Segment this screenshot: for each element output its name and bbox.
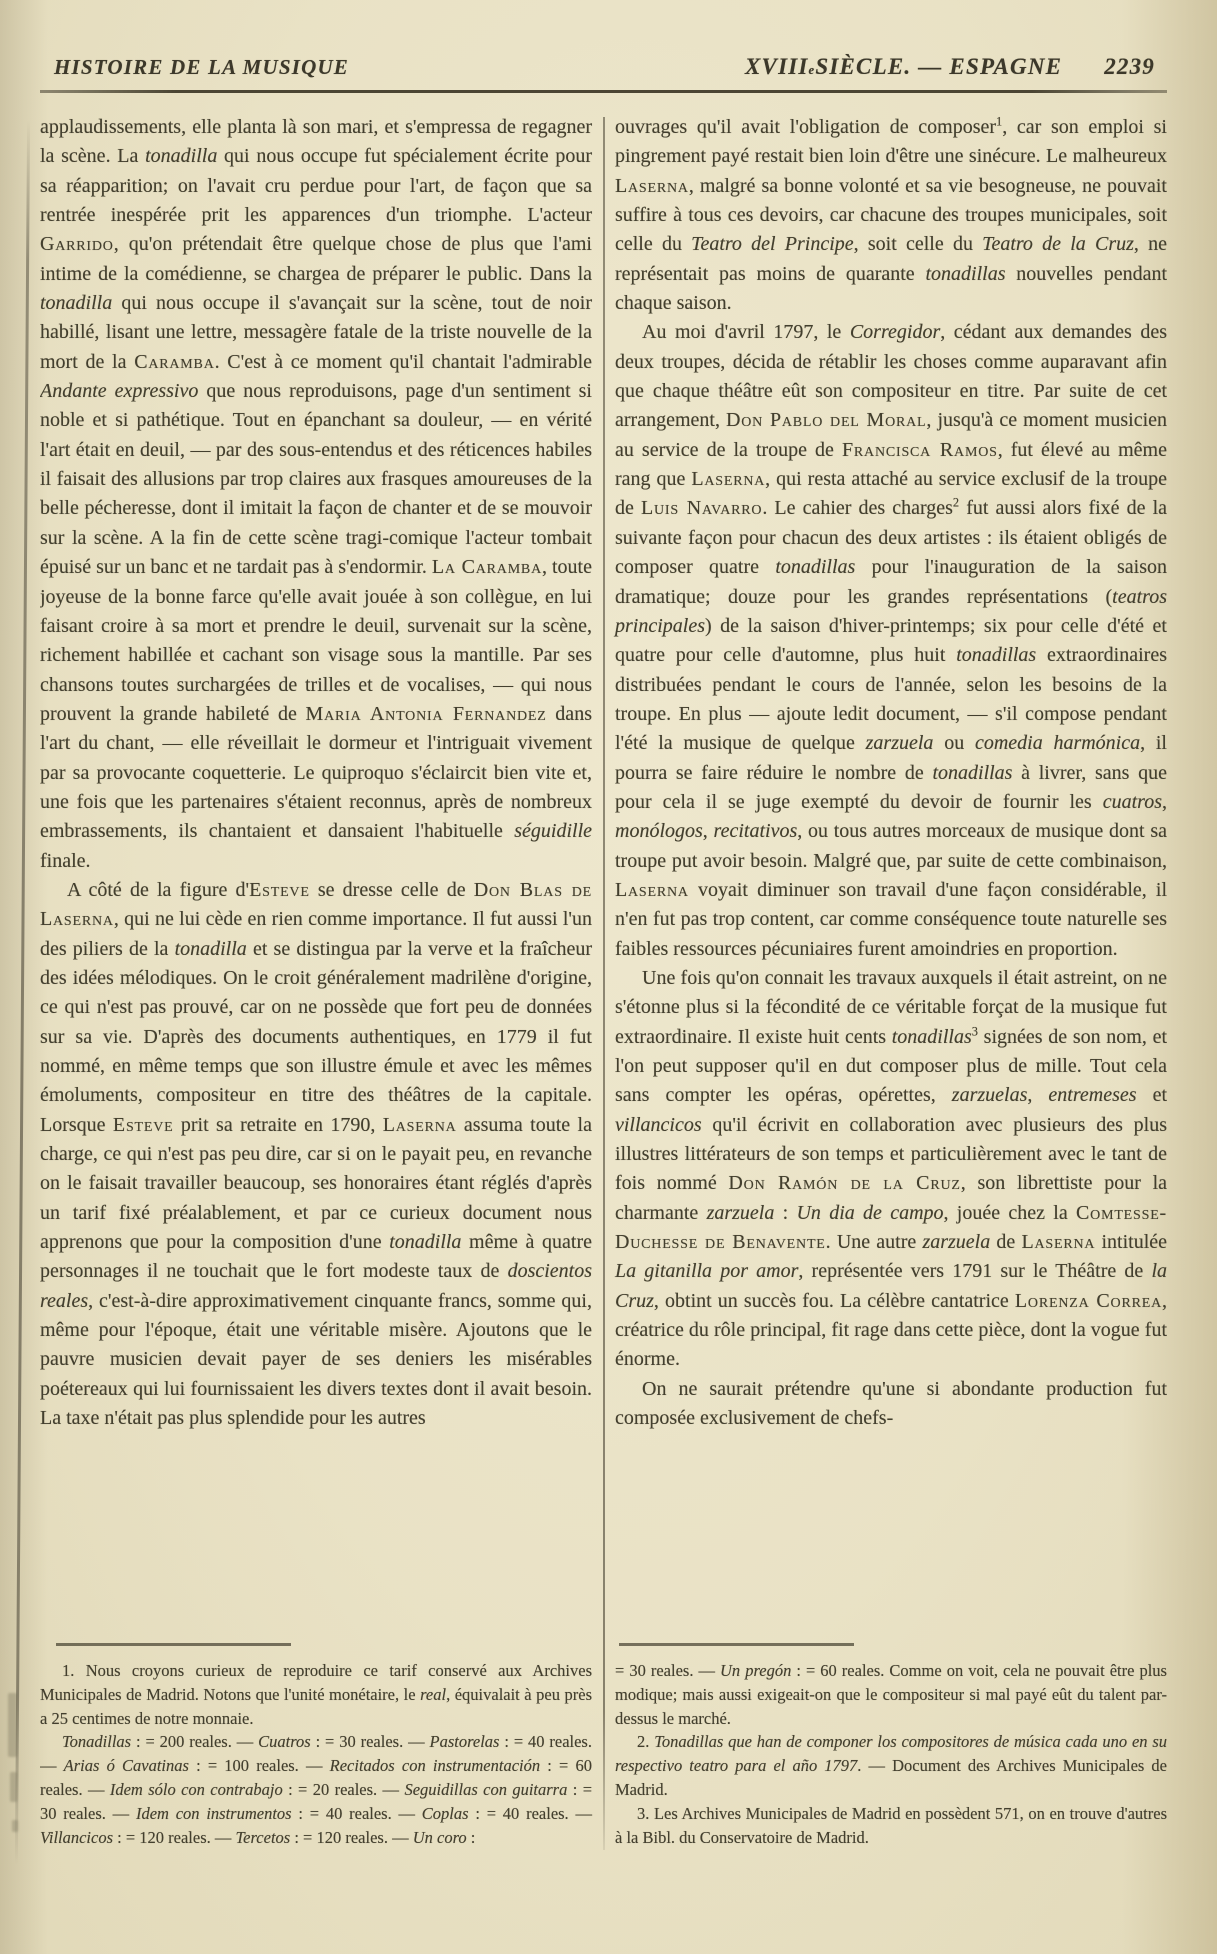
- text-run: tonadillas: [775, 556, 856, 579]
- text-run: tonadilla: [389, 1231, 462, 1254]
- footnote: [40, 1730, 592, 1850]
- text-run: tonadillas: [925, 262, 1006, 285]
- text-run: : = 200 reales. —: [131, 1732, 259, 1752]
- footnotes-left-body: [40, 1659, 592, 1850]
- text-run: :: [774, 1201, 797, 1224]
- text-run: Francisca Ramos: [841, 438, 998, 461]
- text-run: . C'est à ce moment qu'il chantait l'admirable: [214, 350, 592, 373]
- footnotes-right-body: [615, 1659, 1167, 1850]
- page-header: [40, 54, 1167, 80]
- footnote-rule-left: [56, 1643, 291, 1646]
- text-run: Esteve: [249, 878, 310, 901]
- text-run: que nous reproduisons, page d'un sentiment si noble et si pathétique. Tout en épanchant sa douleur, — en vérité l'art était en deuil, — par des sous-entendus et des réticences habiles il faisait des allusions par trop claires aux frasques amoureuses de la belle pécheresse, dont il imitait la façon de chanter et de se mouvoir sur la scène. A la fin de cette scène tragi-comique l'acteur tombait épuisé sur un banc et ne tardait pas à s'endormir.: [40, 380, 592, 579]
- text-run: fut aussi alors fixé de la suivante façon pour chacun des deux artistes : ils étaient obligés de composer quatre: [615, 497, 1167, 579]
- page-number: 2239: [1104, 54, 1155, 79]
- text-run: pour l'inauguration de la saison dramatique; douze pour les grandes représentations (: [615, 556, 1167, 608]
- footnote: [40, 1659, 592, 1731]
- text-run: Don Pablo del Moral: [726, 409, 927, 432]
- text-run: Maria Antonia Fernandez: [305, 702, 547, 725]
- text-run: Pastorelas: [429, 1732, 500, 1752]
- text-run: Caramba: [134, 350, 215, 373]
- text-run: nouvelles pendant chaque saison.: [615, 262, 1167, 315]
- text-run: finale.: [40, 849, 91, 872]
- text-run: Laserna: [615, 878, 689, 901]
- footnote: [615, 1659, 1167, 1731]
- text-run: = 30 reales. —: [615, 1660, 720, 1680]
- text-run: Arias ó Cavatinas: [63, 1756, 189, 1776]
- text-run: teatros principales: [615, 585, 1167, 637]
- text-run: 1. Nous croyons curieux de reproduire ce tarif conservé aux Archives Municipales de Madrid. Notons que l'unité monétaire, le: [40, 1660, 592, 1704]
- text-run: Un dia de campo: [796, 1201, 944, 1224]
- text-run: , c'est-à-dire approximativement cinquante francs, somme qui, même pour l'époque, était une véritable misère. Ajoutons que le pauvre musicien devait payer de ses deniers les misérables poétereaux qui lui fournissaient les divers textes dont il avait besoin. La taxe n'était pas plus splendide pour les autres: [40, 1289, 592, 1430]
- text-run: Luis Navarro: [640, 497, 763, 520]
- text-run: Esteve: [112, 1113, 174, 1136]
- text-run: , jouée chez la: [943, 1201, 1077, 1224]
- text-run: A côté de la figure d': [67, 878, 250, 901]
- text-run: et se distingua par la verve et la fraîcheur des idées mélodiques. On le croit généralement madrilène d'origine, ce qui n'est pas prouvé, car on ne possède que fort peu de données sur sa vie. D'après des documents authentiques, en 1779 il fut nommé, en même temps que son illustre émule et avec les mêmes émoluments, compositeur en titre des théâtres de la capitale. Lorsque: [40, 937, 592, 1136]
- text-run: , soit celle du: [853, 233, 983, 256]
- text-run: : = 30 reales. —: [310, 1732, 430, 1752]
- margin-smudge: [10, 1772, 17, 1802]
- text-run: Tercetos: [235, 1828, 291, 1848]
- text-run: ,: [1027, 1084, 1049, 1107]
- text-run: . — Document des Archives Municipales de Madrid.: [615, 1756, 1167, 1800]
- text-run: , qui ne lui cède en rien comme importance. Il fut aussi l'un des piliers de la: [40, 908, 592, 960]
- text-run: même à quatre personnages il ne touchait que le fort modeste taux de: [40, 1231, 592, 1283]
- text-run: Seguidillas con guitarra: [404, 1780, 568, 1800]
- text-run: prit sa retraite en 1790,: [173, 1113, 383, 1136]
- text-run: , représentée vers 1791 sur le Théâtre de: [798, 1260, 1152, 1283]
- text-run: Teatro del Principe: [691, 233, 854, 256]
- text-run: séguidille: [514, 820, 592, 843]
- text-run: : = 40 reales. —: [291, 1804, 422, 1824]
- text-run: assuma toute la charge, ce qui n'est pas peu dire, car si on le payait peu, en revanche on le faisait travailler beaucoup, ses honoraires étant réglés d'après un tarif fixé préalablement, et par ce curieux document nous apprenons que pour la composition d'une: [40, 1113, 592, 1254]
- text-columns: [40, 113, 1167, 1850]
- column-left-body: [40, 113, 592, 1433]
- text-run: zarzuela: [706, 1201, 775, 1224]
- text-run: de: [990, 1231, 1022, 1254]
- footnotes-left: [40, 1637, 592, 1850]
- text-run: Comtesse-Duchesse de Benavente: [615, 1201, 1167, 1254]
- text-run: zarzuela: [865, 732, 934, 755]
- text-run: entremeses: [1048, 1084, 1137, 1107]
- text-run: à livrer, sans que pour cela il se juge exempté du devoir de fournir les: [615, 761, 1167, 813]
- text-run: tonadilla: [40, 292, 113, 315]
- text-run: qui nous occupe fut spécialement écrite pour sa réapparition; on l'avait cru perdue pour l'art, de façon que sa rentrée inespérée prit les apparences d'un triomphe. L'acteur: [40, 145, 592, 227]
- text-run: , car son emploi si pingrement payé restait bien loin d'être une sinécure. Le malheureux: [615, 116, 1167, 168]
- text-run: , il pourra se faire réduire le nombre de: [615, 732, 1167, 784]
- text-run: Recitados con instrumentación: [329, 1756, 541, 1776]
- text-run: On ne saurait prétendre qu'une si abondante production fut composée exclusivement de chefs-: [615, 1377, 1167, 1430]
- running-title-right: XVIII e SIÈCLE. — ESPAGNE 2239: [744, 54, 1155, 79]
- text-run: la Cruz: [615, 1260, 1167, 1312]
- footnote: [615, 1730, 1167, 1802]
- text-run: ,: [1162, 790, 1167, 813]
- text-run: Coplas: [421, 1804, 469, 1824]
- text-run: tonadilla: [145, 145, 218, 168]
- text-run: comedia harmónica: [974, 732, 1141, 755]
- text-run: extraordinaires distribuées pendant le cours de l'année, selon les besoins de la troupe. En plus — ajoute ledit document, — s'il compose pendant l'été la musique de quelque: [615, 644, 1167, 755]
- text-run: Garrido: [40, 233, 114, 256]
- text-run: Cuatros: [258, 1732, 311, 1752]
- text-run: : = 40 reales. —: [40, 1732, 592, 1776]
- header-rule: [40, 90, 1167, 93]
- text-run: ouvrages qu'il avait l'obligation de composer: [615, 116, 997, 138]
- text-run: . Le cahier des charges: [762, 497, 953, 520]
- footnote-reference: 3: [971, 1024, 978, 1038]
- text-run: monólogos: [615, 820, 703, 843]
- text-run: qu'il écrivit en collaboration avec plusieurs des plus illustres littérateurs de son temps et particulièrement avec le tant de fois nommé: [615, 1113, 1167, 1195]
- text-run: ou: [933, 732, 975, 755]
- text-run: Don Blas de Laserna: [40, 878, 592, 931]
- text-run: applaudissements, elle planta là son mari, et s'empressa de regagner la scène. La: [40, 116, 592, 168]
- text-run: : = 60 reales. Comme on voit, cela ne pouvait être plus modique; mais aussi exigeait-on que le compositeur si mal payé eût du talent par-dessus le marché.: [615, 1660, 1167, 1728]
- text-run: , jusqu'à ce moment musicien au service de la troupe de: [615, 409, 1167, 461]
- text-run: Laserna: [1021, 1231, 1096, 1254]
- text-run: Laserna: [691, 468, 766, 491]
- text-run: Teatro de la Cruz: [982, 233, 1134, 256]
- text-run: Idem con instrumentos: [135, 1804, 292, 1824]
- text-run: , obtint un succès fou. La célèbre cantatrice: [653, 1289, 1015, 1312]
- text-run: : = 60 reales. —: [40, 1756, 592, 1800]
- text-run: Laserna: [382, 1113, 457, 1136]
- text-run: : = 30 reales. —: [40, 1780, 592, 1824]
- text-run: ,: [702, 820, 714, 843]
- text-run: real: [420, 1684, 447, 1704]
- running-title-left: HISTOIRE DE LA MUSIQUE: [54, 55, 350, 79]
- text-run: , équivalait à peu près a 25 centimes de notre monnaie.: [40, 1684, 592, 1728]
- text-run: : = 40 reales. —: [468, 1804, 592, 1824]
- text-run: dans l'art du chant, — elle réveillait le dormeur et l'intriguait vivement par sa provocante coquetterie. Le quiproquo s'éclaircit bien vite et, une fois que les partenaires s'étaient reconnus, après de nombreux embrassements, ils chantaient et dansaient l'habituelle: [40, 702, 592, 843]
- text-run: Au moi d'avril 1797, le: [642, 321, 850, 344]
- paragraph: [615, 318, 1167, 964]
- text-run: cuatros: [1102, 790, 1162, 813]
- column-left: [40, 113, 592, 1850]
- text-run: villancicos: [615, 1113, 702, 1136]
- text-run: Un pregón: [720, 1660, 792, 1680]
- text-run: Tonadillas que han de componer los compositores de música cada uno en su respectivo teatro para el año 1797: [615, 1732, 1167, 1776]
- text-run: : = 20 reales. —: [282, 1780, 405, 1800]
- footnote-reference: 2: [952, 495, 960, 510]
- century-label: XVIII: [744, 54, 809, 79]
- text-run: : = 120 reales. —: [113, 1828, 236, 1848]
- text-run: Idem sólo con contrabajo: [109, 1780, 283, 1800]
- text-run: Un coro: [412, 1828, 467, 1848]
- text-run: , cédant aux demandes des deux troupes, décida de rétablir les choses comme auparavant afin que chaque théâtre eût son compositeur en titre. Par suite de cet arrangement,: [615, 321, 1167, 432]
- text-run: Andante expressivo: [40, 380, 199, 403]
- footnotes-right: [615, 1637, 1167, 1850]
- paragraph: [615, 1375, 1167, 1434]
- text-run: voyait diminuer son travail d'une façon considérable, il n'en fut pas trop content, car comme conséquence toute naturelle ses faibles ressources pécuniaires furent amoindries en proportion.: [615, 878, 1167, 960]
- text-run: doscientos reales: [40, 1260, 592, 1312]
- binding-edge-line: [15, 120, 30, 1865]
- text-run: tonadilla: [174, 937, 247, 960]
- text-run: , ne représentait pas moins de quarante: [615, 233, 1167, 285]
- paragraph: [615, 113, 1167, 318]
- text-run: tonadillas: [956, 644, 1037, 667]
- text-run: signées de son nom, et l'on peut supposer qu'il en dut composer plus de mille. Tout cela sans compter les opéras, opérettes,: [615, 1025, 1167, 1107]
- footnote: [615, 1802, 1167, 1850]
- text-run: Tonadillas: [62, 1732, 132, 1752]
- text-run: intitulée: [1095, 1231, 1167, 1254]
- column-right: [615, 113, 1167, 1850]
- paragraph: [40, 113, 592, 876]
- text-run: , son librettiste pour la charmante: [615, 1172, 1167, 1224]
- text-run: :: [466, 1828, 476, 1848]
- text-run: recitativos: [713, 820, 798, 843]
- text-run: , malgré sa bonne volonté et sa vie besogneuse, ne pouvait suffire à tous ces devoirs, car chacune des troupes municipales, soit celle du: [615, 174, 1167, 256]
- column-right-body: [615, 113, 1167, 1433]
- text-run: La Caramba: [431, 556, 542, 579]
- text-run: : = 120 reales. —: [290, 1828, 413, 1848]
- margin-smudge: [8, 1693, 17, 1757]
- text-run: Une fois qu'on connait les travaux auxquels il était astreint, on ne s'étonne plus si la fécondité de ce véritable forçat de la musique fut extraordinaire. Il existe huit cents: [615, 966, 1167, 1048]
- text-run: tonadillas: [932, 761, 1013, 784]
- text-run: Laserna: [615, 174, 689, 197]
- text-run: La gitanilla por amor: [615, 1260, 799, 1283]
- text-run: Don Ramón de la Cruz: [728, 1172, 961, 1195]
- text-run: , fut élevé au même rang que: [615, 438, 1167, 491]
- text-run: zarzuela: [922, 1231, 991, 1254]
- paragraph: [40, 876, 592, 1434]
- text-run: Corregidor: [849, 321, 941, 344]
- text-run: et: [1136, 1084, 1167, 1107]
- text-run: , toute joyeuse de la bonne farce qu'elle avait jouée à son collègue, en lui faisant croire à sa mort et prendre le deuil, survenait sur la scène, richement habillée et cachant son visage sous la mantille. Par ses chansons toutes surchargées de trilles et de vocalises, — qui nous prouvent la grande habileté de: [40, 556, 592, 725]
- paragraph: [615, 964, 1167, 1375]
- text-run: ) de la saison d'hiver-printemps; six pour celle d'été et quatre pour celle d'automne, plus huit: [615, 614, 1167, 667]
- text-run: , qu'on prétendait être quelque chose de plus que l'ami intime de la comédienne, se chargea de préparer le public. Dans la: [40, 233, 592, 285]
- text-run: . Une autre: [825, 1231, 923, 1254]
- text-run: , qui resta attaché au service exclusif de la troupe de: [615, 468, 1167, 520]
- text-run: , créatrice du rôle principal, fit rage dans cette pièce, dont la vogue fut énorme.: [615, 1289, 1167, 1371]
- text-run: 3. Les Archives Municipales de Madrid en possèdent 571, on en trouve d'autres à la Bibl. du Conservatoire de Madrid.: [615, 1804, 1167, 1848]
- margin-smudge: [12, 1820, 18, 1832]
- text-run: zarzuelas: [951, 1084, 1028, 1107]
- text-run: se dresse celle de: [309, 878, 474, 901]
- footnote-rule-right: [619, 1643, 854, 1646]
- text-run: qui nous occupe il s'avançait sur la scène, tout de noir habillé, lisant une lettre, messagère fatale de la triste nouvelle de la mort de la: [40, 292, 592, 373]
- column-divider-rule: [603, 117, 605, 1850]
- section-label: SIÈCLE. — ESPAGNE: [815, 54, 1063, 79]
- text-run: tonadillas: [891, 1025, 972, 1048]
- text-run: Villancicos: [40, 1828, 114, 1848]
- text-run: 2.: [637, 1732, 655, 1752]
- footnote-reference: 1: [996, 114, 1003, 129]
- text-run: : = 100 reales. —: [188, 1756, 330, 1776]
- text-run: , ou tous autres morceaux de musique dont sa troupe put avoir besoin. Malgré que, par suite de cette combinaison,: [615, 820, 1167, 872]
- text-run: Lorenza Correa: [1014, 1289, 1162, 1312]
